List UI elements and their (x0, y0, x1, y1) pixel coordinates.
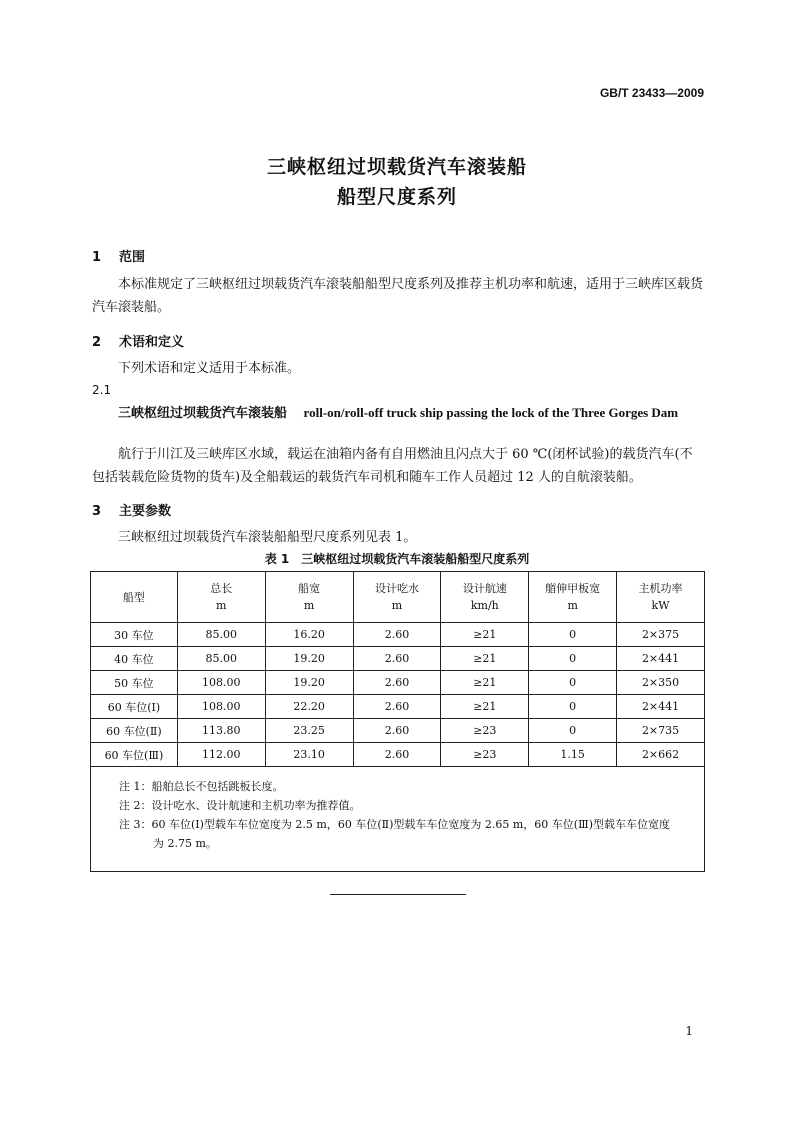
cell-ship-type: 40 车位 (91, 647, 178, 671)
table-row (91, 743, 705, 767)
section-1-heading (92, 246, 145, 265)
cell-ship-type: 60 车位(Ⅲ) (91, 743, 178, 767)
cell-engine-power: 2×662 (617, 743, 705, 767)
table-header-row (91, 572, 705, 623)
cell-bow-deck-width: 0 (529, 671, 617, 695)
cell-length: 108.00 (177, 695, 265, 719)
cell-length: 113.80 (177, 719, 265, 743)
section-2-number: 2 (92, 335, 102, 350)
cell-ship-type: 60 车位(Ⅰ) (91, 695, 178, 719)
cell-speed: ≥21 (441, 671, 529, 695)
cell-draft: 2.60 (353, 743, 441, 767)
cell-breadth: 23.25 (265, 719, 353, 743)
cell-draft: 2.60 (353, 695, 441, 719)
term-number: 2.1 (92, 383, 112, 397)
term-english: roll-on/roll-off truck ship passing the lock of the Three Gorges Dam (303, 405, 679, 420)
section-1-body: 本标准规定了三峡枢纽过坝载货汽车滚装船船型尺度系列及推荐主机功率和航速，适用于三峡库区载货汽车滚装船。 (92, 277, 704, 315)
cell-speed: ≥23 (441, 719, 529, 743)
cell-engine-power: 2×441 (617, 647, 705, 671)
section-1-number: 1 (92, 250, 102, 265)
cell-speed: ≥21 (441, 695, 529, 719)
section-3-heading (92, 500, 171, 519)
table-note-2: 注 2：设计吃水、设计航速和主机功率为推荐值。 (119, 799, 361, 812)
cell-ship-type: 60 车位(Ⅱ) (91, 719, 178, 743)
cell-speed: ≥21 (441, 623, 529, 647)
table-row (91, 671, 705, 695)
header-ship-type: 船型 (91, 572, 178, 623)
cell-draft: 2.60 (353, 647, 441, 671)
header-speed: 设计航速 km/h (441, 572, 529, 623)
cell-draft: 2.60 (353, 623, 441, 647)
table-note-1: 注 1：船舶总长不包括跳板长度。 (119, 780, 284, 793)
header-length: 总长 m (177, 572, 265, 623)
section-1-title: 范围 (119, 250, 146, 265)
standard-code: GB/T 23433—2009 (599, 86, 704, 100)
table-note-3: 注 3：60 车位(Ⅰ)型载车车位宽度为 2.5 m，60 车位(Ⅱ)型载车车位宽度为 2.65 m，60 车位(Ⅲ)型载车车位宽度为 2.75 m。 (119, 818, 670, 850)
section-2-body: 下列术语和定义适用于本标准。 (118, 361, 301, 376)
section-3-title: 主要参数 (119, 504, 172, 519)
cell-engine-power: 2×375 (617, 623, 705, 647)
cell-length: 85.00 (177, 623, 265, 647)
cell-length: 112.00 (177, 743, 265, 767)
cell-speed: ≥23 (441, 743, 529, 767)
cell-breadth: 19.20 (265, 671, 353, 695)
cell-breadth: 22.20 (265, 695, 353, 719)
header-draft: 设计吃水 m (353, 572, 441, 623)
term-heading (92, 401, 707, 425)
cell-length: 108.00 (177, 671, 265, 695)
section-3-number: 3 (92, 504, 102, 519)
cell-bow-deck-width: 0 (529, 647, 617, 671)
cell-breadth: 16.20 (265, 623, 353, 647)
table-notes-row (91, 767, 705, 872)
cell-bow-deck-width: 0 (529, 623, 617, 647)
cell-bow-deck-width: 1.15 (529, 743, 617, 767)
table-row (91, 647, 705, 671)
cell-ship-type: 30 车位 (91, 623, 178, 647)
dimension-table (90, 571, 705, 872)
table-notes (91, 767, 705, 872)
section-2-title: 术语和定义 (119, 335, 185, 350)
table-row (91, 695, 705, 719)
cell-draft: 2.60 (353, 671, 441, 695)
section-3-body: 三峡枢纽过坝载货汽车滚装船船型尺度系列见表 1。 (118, 530, 417, 545)
document-title-line2: 船型尺度系列 (336, 186, 457, 208)
cell-bow-deck-width: 0 (529, 719, 617, 743)
term-definition: 航行于川江及三峡库区水域，载运在油箱内备有自用燃油且闪点大于 60 ℃(闭杯试验)的载货汽车(不包括装载危险货物的货车)及全船载运的载货汽车司机和随车工作人员超过 12 人的自航滚装船。 (92, 447, 693, 485)
term-chinese: 三峡枢纽过坝载货汽车滚装船 (118, 406, 288, 421)
page-number: 1 (685, 1024, 693, 1038)
cell-breadth: 23.10 (265, 743, 353, 767)
cell-engine-power: 2×350 (617, 671, 705, 695)
cell-draft: 2.60 (353, 719, 441, 743)
document-title-line1: 三峡枢纽过坝载货汽车滚装船 (266, 156, 527, 178)
cell-speed: ≥21 (441, 647, 529, 671)
end-rule (330, 894, 466, 895)
header-breadth: 船宽 m (265, 572, 353, 623)
header-bow-deck-width: 艏伸甲板宽 m (529, 572, 617, 623)
table-caption: 表 1 三峡枢纽过坝载货汽车滚装船船型尺度系列 (264, 552, 530, 566)
cell-ship-type: 50 车位 (91, 671, 178, 695)
cell-breadth: 19.20 (265, 647, 353, 671)
cell-engine-power: 2×735 (617, 719, 705, 743)
cell-length: 85.00 (177, 647, 265, 671)
section-2-heading (92, 331, 184, 350)
cell-bow-deck-width: 0 (529, 695, 617, 719)
table-row (91, 623, 705, 647)
header-engine-power: 主机功率 kW (617, 572, 705, 623)
cell-engine-power: 2×441 (617, 695, 705, 719)
table-row (91, 719, 705, 743)
